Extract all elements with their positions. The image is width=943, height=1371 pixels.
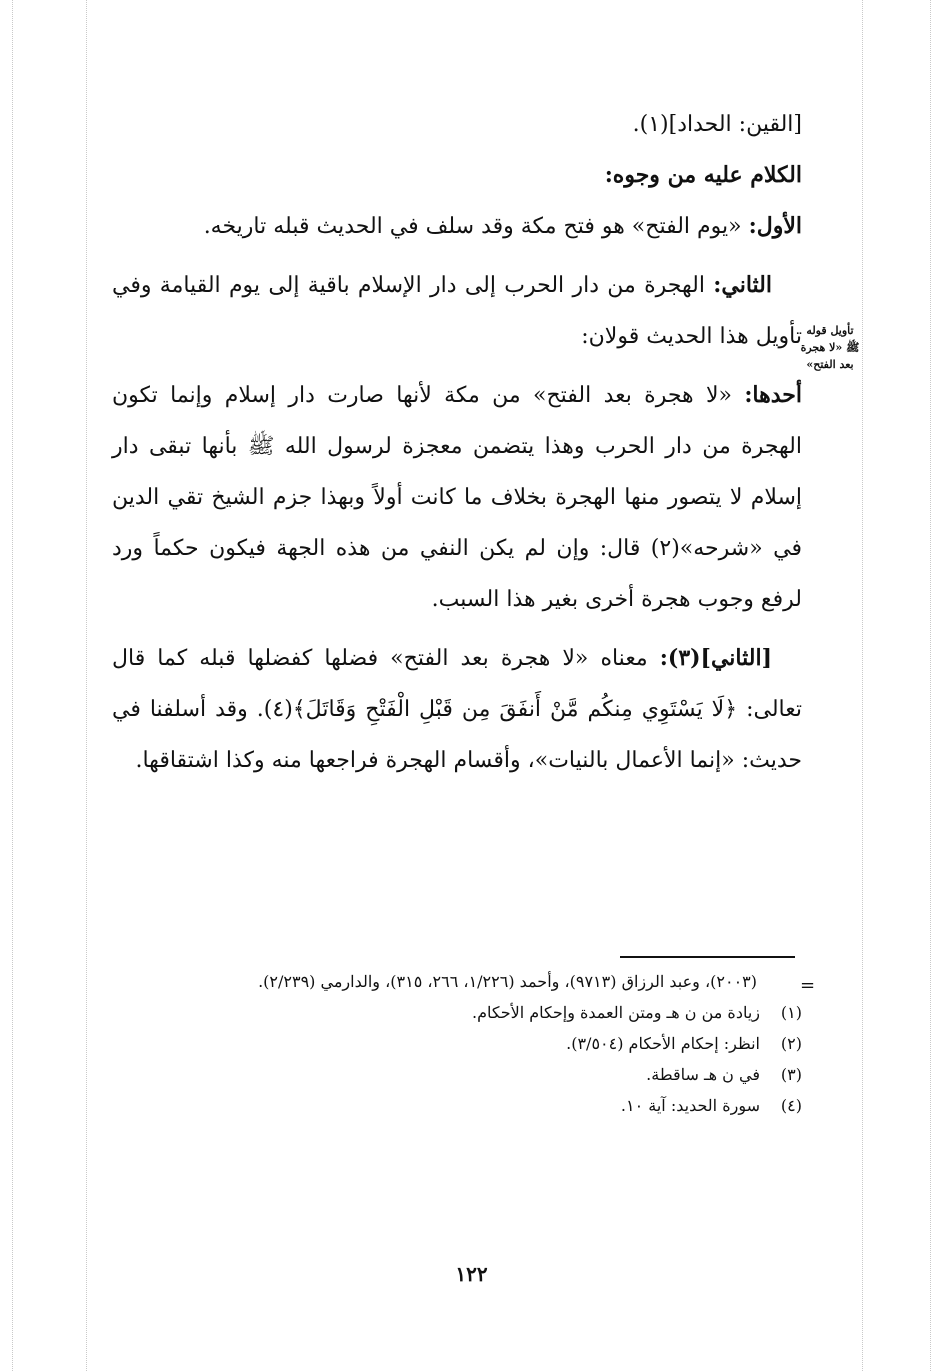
footnote-1 bbox=[112, 997, 802, 1028]
paragraph-2: الكلام عليه من وجوه: bbox=[604, 162, 802, 188]
paragraph-3-text: «يوم الفتح» هو فتح مكة وقد سلف في الحديث قبله تاريخه. bbox=[203, 214, 749, 239]
paragraph-6-lead: [الثاني](٣): bbox=[659, 645, 772, 671]
footnote-text: زيادة من ن هـ ومتن العمدة وإحكام الأحكام. bbox=[471, 1003, 760, 1022]
footnote-text: سورة الحديد: آية ١٠. bbox=[620, 1096, 760, 1115]
paragraph-4-lead: الثاني: bbox=[713, 272, 772, 298]
paragraph-3 bbox=[112, 201, 802, 252]
footnote-3 bbox=[112, 1059, 802, 1090]
paragraph-5-lead: أحدها: bbox=[744, 382, 802, 408]
paragraph-6-text: معناه «لا هجرة بعد الفتح» فضلها كفضلها قبله كما قال تعالى: ﴿لَا يَسْتَوِي مِنكُم مَّنْ أَنفَقَ مِن قَبْلِ الْفَتْحِ وَقَاتَلَ﴾(٤). وقد أسلفنا في حديث: «إنما الأعمال بالنيات»، وأقسام الهجرة فراجعها منه وكذا اشتقاقها. bbox=[112, 646, 802, 773]
paragraph-6 bbox=[112, 633, 802, 786]
paragraph-1: [القين: الحداد](١). bbox=[632, 112, 802, 137]
paragraph-3-lead: الأول: bbox=[748, 213, 802, 239]
footnote-number: (١) bbox=[780, 1003, 802, 1022]
footnote-text: في ن هـ ساقطة. bbox=[646, 1065, 760, 1084]
footnote-2 bbox=[112, 1028, 802, 1059]
footnotes bbox=[112, 966, 802, 1121]
footnote-4 bbox=[112, 1090, 802, 1121]
footnote-continuation: (٢٠٠٣)، وعبد الرزاق (٩٧١٣)، وأحمد (١/٢٢٦، ٢٦٦، ٣١٥)، والدارمي (٢/٢٣٩). bbox=[258, 972, 757, 991]
paragraph-4 bbox=[112, 260, 802, 362]
footnote-separator bbox=[620, 956, 795, 958]
scan-guide-line bbox=[86, 0, 87, 1371]
footnote-number: (٤) bbox=[780, 1096, 802, 1115]
paragraph-5 bbox=[112, 370, 802, 625]
paragraph-4-text: الهجرة من دار الحرب إلى دار الإسلام باقية إلى يوم القيامة وفي تأويل هذا الحديث قولان: bbox=[112, 273, 802, 349]
main-text bbox=[112, 99, 802, 786]
margin-note: تأويل قوله ﷺ «لا هجرة بعد الفتح» bbox=[800, 324, 860, 371]
footnote-text: انظر: إحكام الأحكام (٣/٥٠٤). bbox=[566, 1034, 760, 1053]
scan-guide-line bbox=[862, 0, 863, 1371]
scan-guide-line bbox=[930, 0, 931, 1371]
page-number: ١٢٢ bbox=[455, 1262, 488, 1286]
footnote-number: (٢) bbox=[780, 1034, 802, 1053]
footnote-number: (٣) bbox=[780, 1065, 802, 1084]
footnote-continuation-marker: = bbox=[800, 975, 816, 996]
scan-guide-line bbox=[12, 0, 13, 1371]
paragraph-5-text: «لا هجرة بعد الفتح» من مكة لأنها صارت دار إسلام وإنما تكون الهجرة من دار الحرب وهذا يتضمن معجزة لرسول الله ﷺ بأنها تبقى دار إسلام لا يتصور منها الهجرة بخلاف ما كانت أولاً وبهذا جزم الشيخ تقي الدين في «شرحه»(٢) قال: وإن لم يكن النفي من هذه الجهة فيكون حكماً ورد لرفع وجوب هجرة أخرى بغير هذا السبب. bbox=[112, 383, 802, 612]
